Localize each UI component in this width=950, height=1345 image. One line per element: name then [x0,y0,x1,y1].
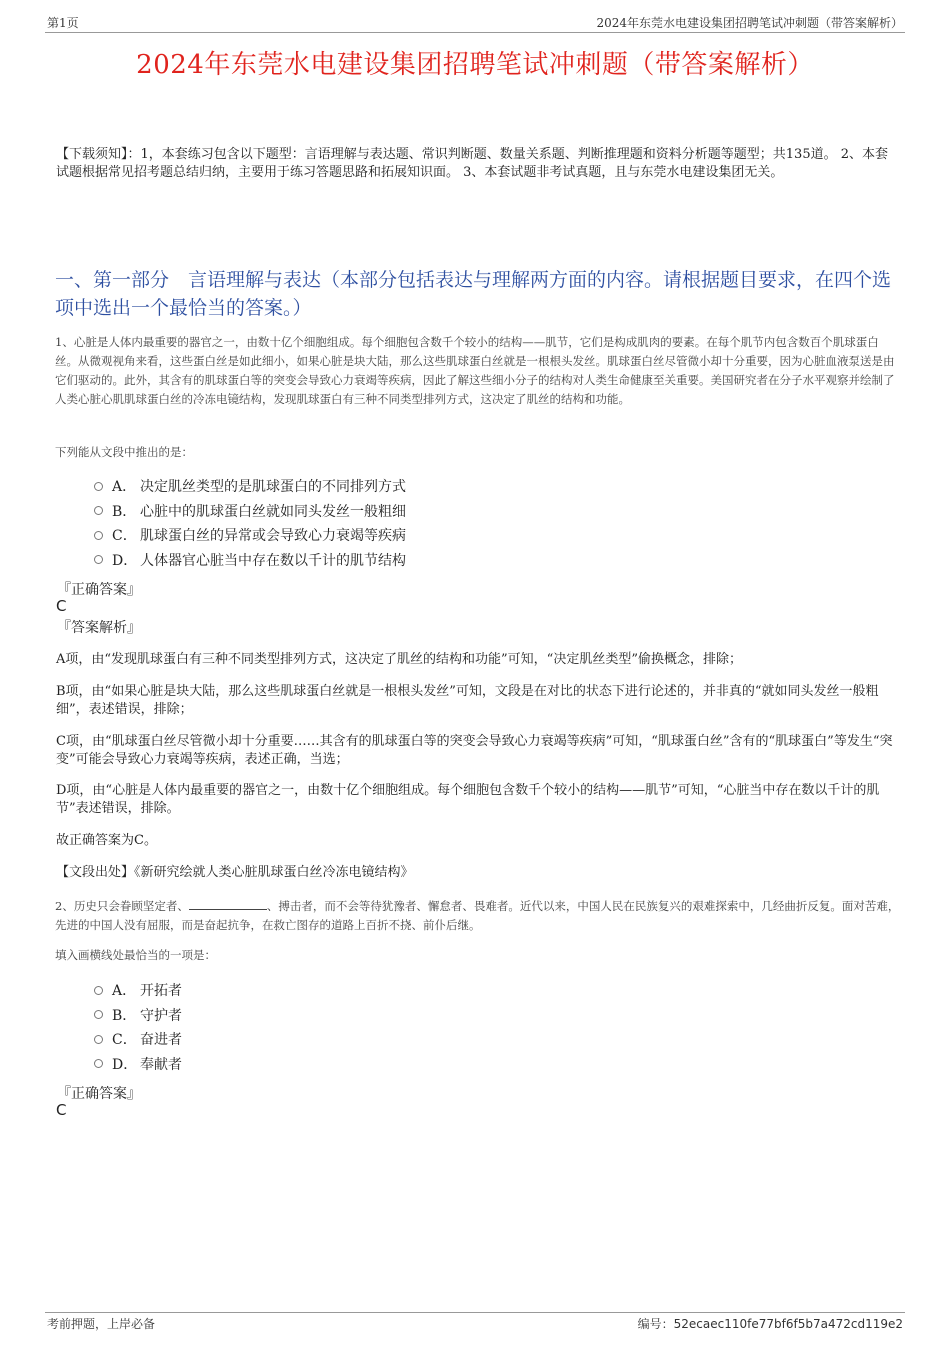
radio-icon[interactable] [94,555,103,564]
radio-icon[interactable] [94,986,103,995]
analysis-d: D项，由“心脏是人体内最重要的器官之一，由数十亿个细胞组成。每个细胞包含数千个较小的结构——肌节”可知，“心脏当中存在数以千计的肌节”表述错误，排除。 [56,783,880,816]
question-1-stem: 1、心脏是人体内最重要的器官之一，由数十亿个细胞组成。每个细胞包含数千个较小的结构——肌节，它们是构成肌肉的要素。在每个肌节内包含数百个肌球蛋白丝。从微观视角来看，这些蛋白丝是如此细小，如果心脏是块大陆，那么这些肌球蛋白丝就是一根根头发丝。肌球蛋白丝尽管微小却十分重要，因为心脏血液泵送是由它们驱动的。此外，其含有的肌球蛋白等的突变会导致心力衰竭等疾病，因此了解这些细小分子的结构对人类生命健康至关重要。美国研究者在分子水平观察并绘制了人类心脏心肌肌球蛋白丝的冷冻电镜结构，发现肌球蛋白有三种不同类型排列方式，这决定了肌丝的结构和功能。 [55,335,895,406]
analysis-a: A项，由“发现肌球蛋白有三种不同类型排列方式，这决定了肌丝的结构和功能”可知，“决定肌丝类型”偷换概念，排除； [56,652,742,667]
footer-divider [45,1312,905,1313]
footer-code: 编号：52ecaec110fe77bf6f5b7a472cd119e2 [637,1317,903,1331]
fill-blank[interactable] [189,897,267,910]
radio-icon[interactable] [94,482,103,491]
option-c[interactable]: C． 肌球蛋白丝的异常或会导致心力衰竭等疾病 [94,523,406,548]
answer-label: 『正确答案』 [57,1086,141,1102]
download-notice: 【下载须知】：1，本套练习包含以下题型：言语理解与表达题、常识判断题、数量关系题、判断推理题和资料分析题等题型；共135道。 2、本套试题根据常见招考题总结归纳，主要用于练习答题思路和拓展知识面。 3、本套试题非考试真题，且与东莞水电建设集团无关。 [56,147,888,180]
answer-label: 『正确答案』 [57,582,141,598]
analysis-label: 『答案解析』 [57,620,141,636]
answer-value: C [56,1101,67,1119]
footer-slogan: 考前押题，上岸必备 [47,1317,156,1331]
option-d[interactable]: D． 奉献者 [94,1052,182,1077]
option-d[interactable]: D． 人体器官心脏当中存在数以千计的肌节结构 [94,548,406,573]
question-1-prompt: 下列能从文段中推出的是： [55,445,193,459]
question-2-stem: 2、历史只会眷顾坚定者、 、搏击者，而不会等待犹豫者、懈怠者、畏难者。近代以来，中国人民在民族复兴的艰难探索中，几经曲折反复。面对苦难，先进的中国人没有屈服，而是奋起抗争，在救亡图存的道路上百折不挠、前仆后继。 [55,899,900,932]
question-1-options [94,474,406,572]
analysis-conclusion: 故正确答案为C。 [56,833,157,848]
option-c[interactable]: C． 奋进者 [94,1027,182,1052]
radio-icon[interactable] [94,531,103,540]
question-2-options [94,978,182,1076]
running-header-title: 2024年东莞水电建设集团招聘笔试冲刺题（带答案解析） [596,16,903,30]
analysis-b: B项，由“如果心脏是块大陆，那么这些肌球蛋白丝就是一根根头发丝”可知，文段是在对比的状态下进行论述的，并非真的“就如同头发丝一般粗细”，表述错误，排除； [56,684,879,717]
header-divider [45,32,905,33]
radio-icon[interactable] [94,506,103,515]
option-b[interactable]: B． 心脏中的肌球蛋白丝就如同头发丝一般粗细 [94,499,406,524]
question-2-prompt: 填入画横线处最恰当的一项是： [55,948,216,962]
option-b[interactable]: B． 守护者 [94,1003,182,1028]
section-heading: 一、第一部分 言语理解与表达（本部分包括表达与理解两方面的内容。请根据题目要求，在四个选项中选出一个最恰当的答案。） [55,269,892,319]
analysis-c: C项，由“肌球蛋白丝尽管微小却十分重要……其含有的肌球蛋白等的突变会导致心力衰竭等疾病”可知，“肌球蛋白丝”含有的“肌球蛋白”等发生“突变”可能会导致心力衰竭等疾病，表述正确，当选； [56,734,893,767]
radio-icon[interactable] [94,1059,103,1068]
radio-icon[interactable] [94,1035,103,1044]
option-a[interactable]: A． 决定肌丝类型的是肌球蛋白的不同排列方式 [94,474,406,499]
source-reference: 【文段出处】《新研究绘就人类心脏肌球蛋白丝冷冻电镜结构》 [56,865,414,880]
document-title: 2024年东莞水电建设集团招聘笔试冲刺题（带答案解析） [136,50,814,80]
answer-value: C [56,597,67,615]
radio-icon[interactable] [94,1010,103,1019]
page-number: 第1页 [47,16,79,30]
option-a[interactable]: A． 开拓者 [94,978,182,1003]
